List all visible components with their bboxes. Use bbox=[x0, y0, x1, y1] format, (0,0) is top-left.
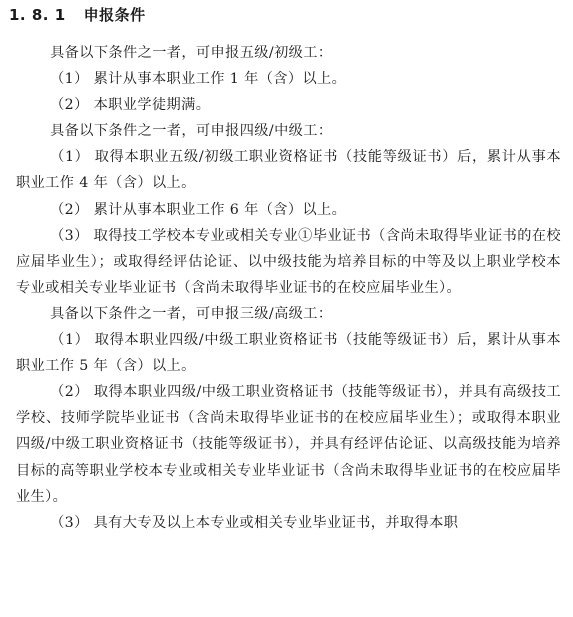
paragraph-level4-item1: （1） 取得本职业五级/初级工职业资格证书（技能等级证书）后，累计从事本职业工作 4 年（含）以上。 bbox=[16, 149, 561, 192]
paragraph-level5-item2: （2） 本职业学徒期满。 bbox=[50, 97, 211, 114]
body-text bbox=[16, 40, 561, 536]
paragraph-level3-intro: 具备以下条件之一者，可申报三级/高级工： bbox=[50, 305, 333, 322]
paragraph-level3-item2: （2） 取得本职业四级/中级工职业资格证书（技能等级证书），并具有高级技工学校、技师学院毕业证书（含尚未取得毕业证书的在校应届毕业生）；或取得本职业四级/中级工职业资格证书（技能等级证书），并具有经评估论证、以高级技能为培养目标的高等职业学校本专业或相关专业毕业证书（含尚未取得毕业证书的在校应届毕业生）。 bbox=[16, 384, 561, 505]
paragraph-level5-intro: 具备以下条件之一者，可申报五级/初级工： bbox=[50, 45, 333, 61]
paragraph-level4-item3: （3） 取得技工学校本专业或相关专业①毕业证书（含尚未取得毕业证书的在校应届毕业生）；或取得经评估论证、以中级技能为培养目标的中等及以上职业学校本专业或相关专业毕业证书（含尚未取得毕业证书的在校应届毕业生）。 bbox=[16, 227, 561, 296]
section-title: 申报条件 bbox=[83, 6, 146, 24]
paragraph-level3-item1: （1） 取得本职业四级/中级工职业资格证书（技能等级证书）后，累计从事本职业工作 5 年（含）以上。 bbox=[16, 332, 561, 375]
section-number: 1. 8. 1 bbox=[9, 6, 66, 24]
paragraph-level5-item1: （1） 累计从事本职业工作 1 年（含）以上。 bbox=[50, 71, 347, 88]
paragraph-level4-item2: （2） 累计从事本职业工作 6 年（含）以上。 bbox=[50, 201, 347, 218]
paragraph-level3-item3: （3） 具有大专及以上本专业或相关专业毕业证书，并取得本职 bbox=[50, 514, 459, 531]
paragraph-level4-intro: 具备以下条件之一者，可申报四级/中级工： bbox=[50, 123, 333, 140]
section-heading bbox=[9, 4, 146, 26]
